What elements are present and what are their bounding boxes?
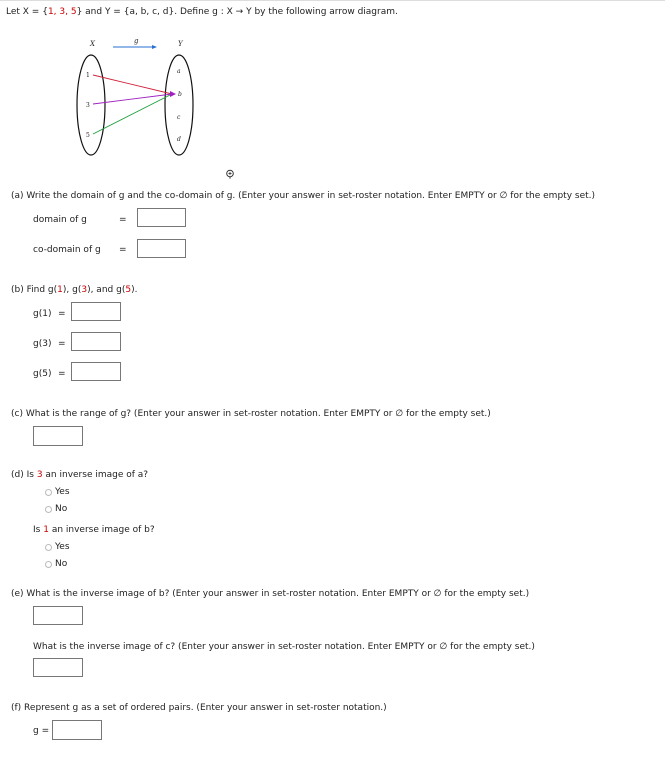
part-b-num-5: 5: [125, 285, 132, 295]
inverse-c-input[interactable]: [33, 658, 83, 677]
part-b-num-3: 3: [81, 285, 88, 295]
g3-label: g(3): [33, 339, 52, 349]
intro-suffix: }. Define g : X → Y by the following arrow diagram.: [168, 7, 398, 17]
g1-label: g(1): [33, 309, 52, 319]
g-ordered-pairs-label: g =: [33, 726, 50, 736]
part-b-g3-prefix: g(: [72, 285, 82, 295]
ordered-pairs-input[interactable]: [52, 720, 102, 740]
y-element-b: b: [178, 91, 182, 98]
domain-label: domain of g: [33, 215, 87, 225]
part-d-q2-suffix: an inverse image of b?: [48, 525, 155, 535]
x-set-values: 1, 3, 5: [47, 7, 77, 17]
g1-input[interactable]: [71, 302, 121, 321]
part-d-q2-num: 1: [43, 525, 49, 535]
g3-equals: =: [58, 339, 66, 349]
domain-input[interactable]: [137, 208, 186, 227]
d1-no-label[interactable]: No: [55, 504, 68, 514]
arrow-diagram: [60, 35, 220, 165]
part-e-question-2: What is the inverse image of c? (Enter your answer in set-roster notation. Enter EMPTY or ∅ for the empty set.): [33, 642, 535, 652]
inverse-b-input[interactable]: [33, 606, 83, 625]
range-input[interactable]: [33, 426, 83, 446]
x-element-1: 1: [86, 72, 90, 79]
codomain-equals: =: [119, 245, 127, 255]
part-b-num-1: 1: [57, 285, 63, 295]
codomain-input[interactable]: [137, 239, 186, 258]
intro-middle: } and Y = {: [76, 7, 130, 17]
y-element-c: c: [177, 114, 181, 121]
g1-equals: =: [58, 309, 66, 319]
problem-statement: [6, 7, 398, 17]
x-element-5: 5: [86, 132, 90, 139]
codomain-label: co-domain of g: [33, 245, 101, 255]
magnify-icon[interactable]: [225, 169, 235, 179]
part-d-q1-num: 3: [36, 470, 43, 480]
d2-yes-radio[interactable]: [45, 544, 52, 551]
g-function-label: g: [134, 37, 139, 45]
d1-yes-label[interactable]: Yes: [55, 487, 70, 497]
arrowhead-b: [170, 91, 176, 97]
d1-yes-radio[interactable]: [45, 489, 52, 496]
part-d-q2-prefix: Is: [33, 525, 44, 535]
part-c-question: (c) What is the range of g? (Enter your answer in set-roster notation. Enter EMPTY or ∅ for the empty set.): [11, 409, 491, 419]
part-b-question: (b) Find g(1), g(3), and g(5).: [11, 285, 138, 295]
part-e-question-1: (e) What is the inverse image of b? (Enter your answer in set-roster notation. Enter EMPTY or ∅ for the empty set.): [11, 589, 530, 599]
g-mapping-arrowhead: [152, 45, 157, 49]
g5-label: g(5): [33, 369, 52, 379]
part-d-q1-prefix: (d) Is: [11, 470, 37, 480]
x-set-ellipse: [77, 55, 105, 155]
y-element-a: a: [177, 68, 181, 75]
part-d-question-2: [33, 525, 155, 535]
part-a-question: (a) Write the domain of g and the co-domain of g. (Enter your answer in set-roster notation. Enter EMPTY or ∅ for the empty set.): [11, 191, 596, 201]
x-set-label: X: [90, 40, 95, 48]
d2-no-radio[interactable]: [45, 561, 52, 568]
d1-no-radio[interactable]: [45, 506, 52, 513]
part-d-question-1: [11, 470, 148, 480]
top-divider: [0, 0, 665, 1]
d2-no-label[interactable]: No: [55, 559, 68, 569]
intro-prefix: Let X = {: [6, 7, 48, 17]
part-b-g5-prefix: g(: [116, 285, 126, 295]
domain-equals: =: [119, 215, 127, 225]
g5-equals: =: [58, 369, 66, 379]
part-b-prefix: (b) Find: [11, 285, 48, 295]
y-set-values: a, b, c, d: [129, 7, 169, 17]
part-f-question: (f) Represent g as a set of ordered pairs. (Enter your answer in set-roster notation.): [11, 703, 387, 713]
g5-input[interactable]: [71, 362, 121, 381]
x-element-3: 3: [86, 102, 90, 109]
part-b-g1-prefix: g(: [47, 285, 58, 295]
g3-input[interactable]: [71, 332, 121, 351]
part-d-q1-suffix: an inverse image of a?: [42, 470, 149, 480]
y-element-d: d: [177, 136, 181, 143]
d2-yes-label[interactable]: Yes: [55, 542, 70, 552]
y-set-label: Y: [178, 40, 183, 48]
